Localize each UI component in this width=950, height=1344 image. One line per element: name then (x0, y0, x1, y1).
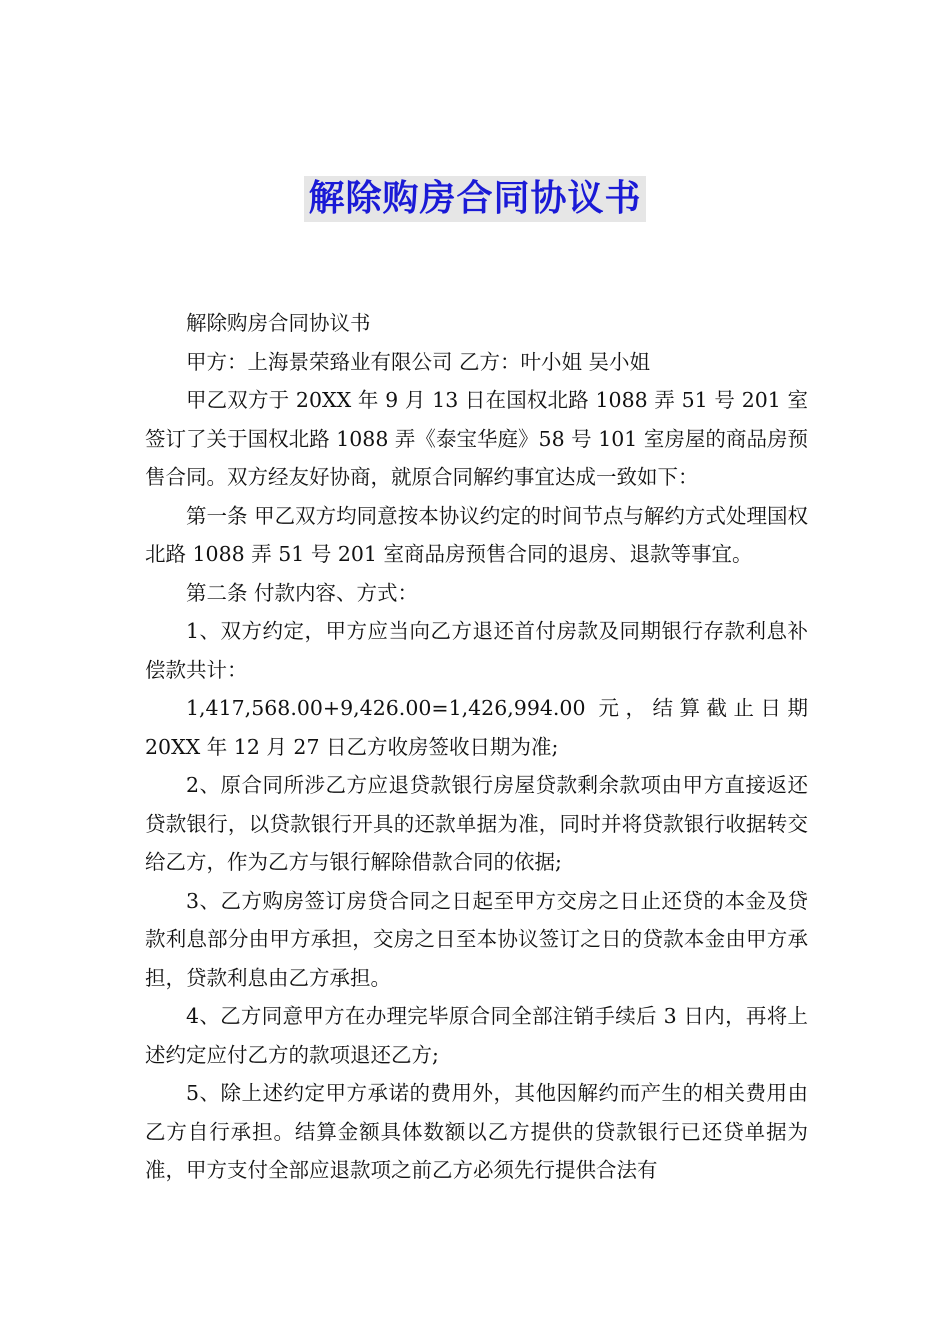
paragraph-article-2: 第二条 付款内容、方式： (186, 580, 419, 605)
paragraph-item-4: 4、乙方同意甲方在办理完毕原合同全部注销手续后 3 日内，再将上述约定应付乙方的款项退还乙方; (145, 1004, 808, 1067)
paragraph-item-2: 2、原合同所涉乙方应退贷款银行房屋贷款剩余款项由甲方直接返还贷款银行，以贷款银行开具的还款单据为准，同时并将贷款银行收据转交给乙方，作为乙方与银行解除借款合同的依据; (145, 773, 808, 874)
paragraph-article-1: 第一条 甲乙双方均同意按本协议约定的时间节点与解约方式处理国权北路 1088 弄 51 号 201 室商品房预售合同的退房、退款等事宜。 (145, 503, 808, 566)
document-title: 解除购房合同协议书 (304, 176, 645, 222)
paragraph-item-3: 3、乙方购房签订房贷合同之日起至甲方交房之日止还贷的本金及贷款利息部分由甲方承担，交房之日至本协议签订之日的贷款本金由甲方承担，贷款利息由乙方承担。 (145, 888, 808, 990)
paragraph-background: 甲乙双方于 20XX 年 9 月 13 日在国权北路 1088 弄 51 号 201 室签订了关于国权北路 1088 弄《泰宝华庭》58 号 101 室房屋的商品房预售合同。双方经友好协商，就原合同解约事宜达成一致如下： (145, 388, 808, 489)
paragraph-heading: 解除购房合同协议书 (186, 311, 371, 335)
paragraph-item-5: 5、除上述约定甲方承诺的费用外，其他因解约而产生的相关费用由乙方自行承担。结算金额具体数额以乙方提供的贷款银行已还贷单据为准，甲方支付全部应退款项之前乙方必须先行提供合法有 (145, 1081, 808, 1182)
paragraph-item-1: 1、双方约定，甲方应当向乙方退还首付房款及同期银行存款利息补偿款共计： (145, 619, 808, 682)
paragraph-item-1-amount: 1,417,568.00+9,426.00=1,426,994.00 元，结算截止日期 20XX 年 12 月 27 日乙方收房签收日期为准; (145, 696, 808, 759)
paragraph-parties: 甲方：上海景荣臵业有限公司 乙方：叶小姐 吴小姐 (186, 349, 651, 374)
document-body (145, 304, 808, 1190)
title-container (0, 176, 950, 222)
